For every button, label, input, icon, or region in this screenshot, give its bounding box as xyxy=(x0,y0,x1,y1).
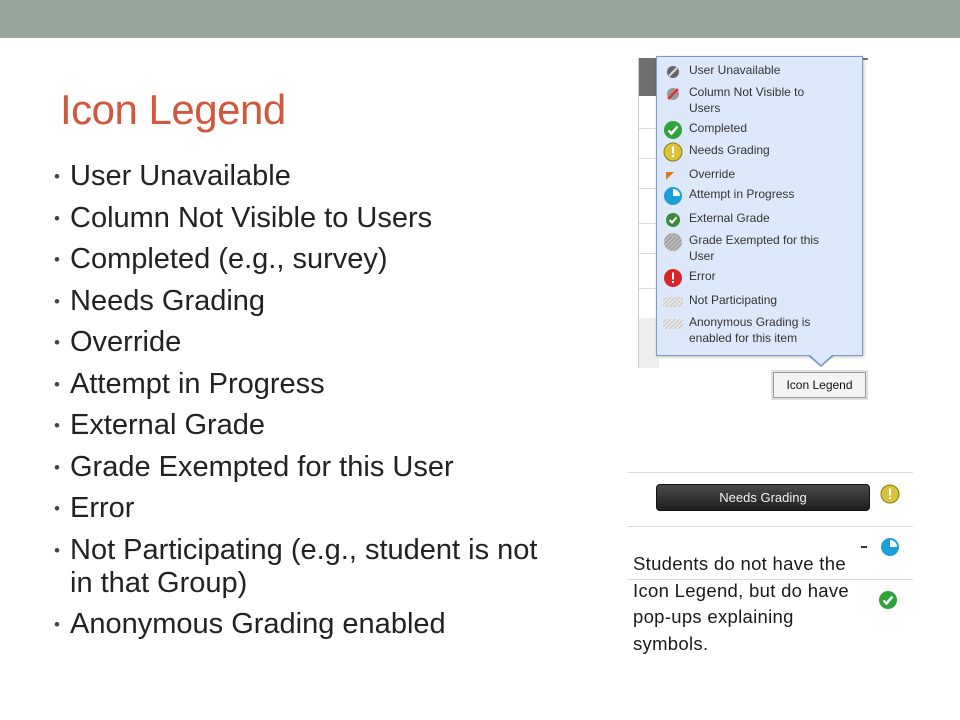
override-icon xyxy=(663,166,683,186)
bullet-marker: • xyxy=(54,457,60,477)
bullet-text: Not Participating (e.g., student is not in that Group) xyxy=(70,533,538,599)
legend-label: Column Not Visible to Users xyxy=(689,85,805,115)
bullet-item xyxy=(54,451,554,484)
legend-label: External Grade xyxy=(689,211,770,225)
bullet-item xyxy=(54,202,554,235)
icon-legend-popup xyxy=(656,56,863,356)
needs-grading-button[interactable]: Needs Grading xyxy=(656,484,870,511)
bullet-item xyxy=(54,409,554,442)
legend-label: Completed xyxy=(689,121,748,135)
bullet-marker: • xyxy=(54,167,60,186)
grade-exempted-icon xyxy=(663,232,683,252)
bullet-marker: • xyxy=(54,615,60,634)
legend-label: User Unavailable xyxy=(689,63,781,77)
bullet-marker: • xyxy=(54,540,60,560)
row-divider xyxy=(627,472,913,473)
anonymous-grading-icon xyxy=(663,314,683,334)
bullet-marker: • xyxy=(54,291,60,311)
bullet-text: Attempt in Progress xyxy=(70,367,325,400)
bullet-text: External Grade xyxy=(70,409,266,441)
bullet-item xyxy=(54,608,554,641)
legend-label: Anonymous Grading is enabled for this item xyxy=(689,315,811,345)
legend-label: Override xyxy=(689,167,736,181)
bullet-item xyxy=(54,160,554,193)
attempt-in-progress-icon[interactable] xyxy=(880,537,900,557)
bullet-marker: • xyxy=(54,250,60,269)
student-note: Students do not have the Icon Legend, but do have pop-ups explaining symbols. xyxy=(633,553,850,654)
column-not-visible-icon xyxy=(663,84,683,104)
bullet-list xyxy=(54,160,554,650)
completed-icon xyxy=(663,120,683,140)
bullet-marker: • xyxy=(54,333,60,352)
legend-label: Error xyxy=(689,269,716,283)
bullet-text: User Unavailable xyxy=(70,160,291,192)
bullet-item xyxy=(54,326,554,359)
bullet-text: Completed (e.g., survey) xyxy=(70,243,388,275)
needs-grading-icon[interactable] xyxy=(880,484,900,504)
legend-label: Not Participating xyxy=(689,293,778,307)
error-icon xyxy=(663,268,683,288)
external-grade-icon xyxy=(663,210,683,230)
icon-legend-button[interactable]: Icon Legend xyxy=(773,372,866,398)
legend-label: Attempt in Progress xyxy=(689,187,795,201)
not-participating-icon xyxy=(663,292,683,312)
row-divider xyxy=(627,526,913,527)
needs-grading-icon xyxy=(663,142,683,162)
completed-icon[interactable] xyxy=(878,590,898,610)
bullet-text: Error xyxy=(70,492,135,524)
user-unavailable-icon xyxy=(663,62,683,82)
gradebook-grid-strip xyxy=(638,58,658,368)
bullet-text: Anonymous Grading enabled xyxy=(70,608,446,640)
slide-title: Icon Legend xyxy=(60,86,286,133)
popup-pointer-fill xyxy=(809,354,833,365)
legend-label: Needs Grading xyxy=(689,143,770,157)
legend-label: Grade Exempted for this User xyxy=(689,233,820,263)
bullet-marker: • xyxy=(54,374,60,394)
bullet-text: Column Not Visible to Users xyxy=(70,201,433,234)
bullet-item xyxy=(54,368,554,401)
bullet-text: Override xyxy=(70,326,182,358)
bullet-marker: • xyxy=(54,416,60,435)
slide-top-bar xyxy=(0,0,960,38)
bullet-text: Grade Exempted for this User xyxy=(70,450,454,483)
attempt-in-progress-icon xyxy=(663,186,683,206)
bullet-text: Needs Grading xyxy=(70,284,266,317)
bullet-item xyxy=(54,534,554,600)
dash-marker xyxy=(861,546,867,548)
bullet-item xyxy=(54,492,554,525)
bullet-marker: • xyxy=(54,499,60,518)
bullet-item xyxy=(54,285,554,318)
bullet-marker: • xyxy=(54,208,60,228)
bullet-item xyxy=(54,243,554,276)
